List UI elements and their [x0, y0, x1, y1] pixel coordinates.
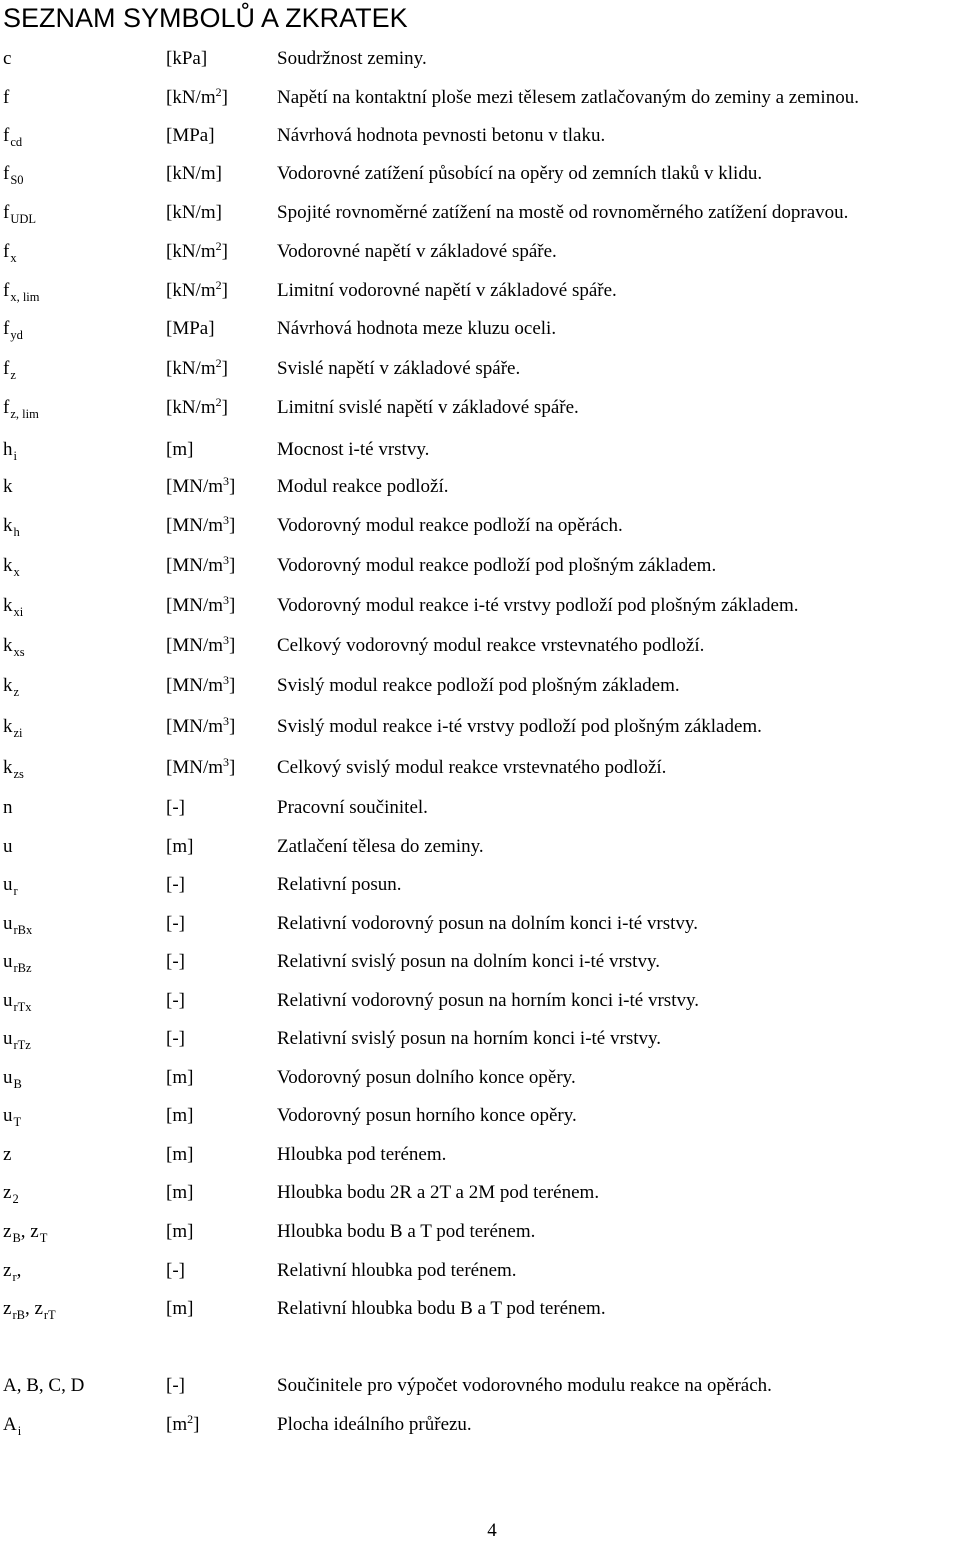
unit-text: [m] [166, 1221, 194, 1242]
unit-text: [-] [166, 990, 185, 1011]
unit-close: ] [229, 716, 236, 737]
unit [166, 1024, 185, 1054]
symbol-base: h [3, 439, 13, 460]
symbol-row [0, 1410, 960, 1440]
description: Hloubka bodu 2R a 2T a 2M pod terénem. [277, 1182, 600, 1203]
symbol-base: z [3, 1221, 12, 1242]
description: Limitní vodorovné napětí v základové spáře. [277, 280, 617, 301]
unit-close: ] [221, 358, 228, 379]
unit-close: ] [229, 476, 236, 497]
symbol-base: f [3, 280, 10, 301]
symbol-row [0, 1063, 960, 1093]
symbol [3, 671, 19, 702]
symbol-base: f [3, 358, 10, 379]
symbol-base: k [3, 515, 13, 536]
unit [166, 1063, 193, 1093]
unit-text: [m] [166, 1067, 194, 1088]
symbol-row [0, 121, 960, 151]
symbol [3, 44, 11, 74]
description: Vodorovné napětí v základové spáře. [277, 241, 557, 262]
symbol [3, 121, 22, 152]
description: Svislý modul reakce i-té vrstvy podloží pod plošným základem. [277, 716, 762, 737]
symbol-base: f [3, 163, 10, 184]
symbol [3, 1294, 56, 1325]
unit-text: [kN/m [166, 280, 216, 301]
description: Relativní hloubka pod terénem. [277, 1260, 517, 1281]
symbol-base: c [3, 48, 12, 69]
symbol-row [0, 198, 960, 228]
description: Soudržnost zeminy. [277, 48, 427, 69]
unit-text: [MPa] [166, 318, 215, 339]
unit-close: ] [229, 595, 236, 616]
description: Vodorovný posun dolního konce opěry. [277, 1067, 576, 1088]
symbol-subscript: x [13, 565, 20, 579]
unit-close: ] [229, 555, 236, 576]
unit [166, 472, 235, 503]
unit-text: [-] [166, 874, 185, 895]
symbol [3, 435, 17, 466]
symbol-subscript: i [17, 1424, 22, 1438]
unit-exponent: 3 [223, 755, 229, 769]
unit-text: [MN/m [166, 555, 223, 576]
symbol-subscript: zs [13, 767, 24, 781]
unit [166, 753, 235, 784]
symbol-extra-subscript: rT [43, 1308, 56, 1322]
symbol [3, 198, 36, 229]
unit [166, 1140, 193, 1170]
unit-text: [MN/m [166, 476, 223, 497]
unit [166, 1217, 193, 1247]
symbol [3, 1371, 84, 1401]
symbol-row [0, 1256, 960, 1286]
symbol-base: u [3, 836, 13, 857]
symbol-row [0, 947, 960, 977]
symbol-row [0, 1294, 960, 1324]
symbol [3, 1410, 21, 1441]
description: Hloubka bodu B a T pod terénem. [277, 1221, 536, 1242]
description: Relativní svislý posun na dolním konci i-té vrstvy. [277, 951, 660, 972]
symbol-base: k [3, 635, 13, 656]
unit-text: [m] [166, 1144, 194, 1165]
page-number: 4 [487, 1520, 497, 1541]
description: Pracovní součinitel. [277, 797, 428, 818]
symbol-base: u [3, 1028, 13, 1049]
unit-exponent: 3 [223, 593, 229, 607]
unit [166, 1371, 185, 1401]
description: Vodorovný modul reakce i-té vrstvy podloží pod plošným základem. [277, 595, 799, 616]
description: Vodorovný modul reakce podloží na opěrách. [277, 515, 623, 536]
symbol-row [0, 631, 960, 661]
symbol-row [0, 237, 960, 267]
symbol [3, 551, 20, 582]
unit [166, 276, 228, 307]
symbol [3, 1217, 47, 1248]
symbol-row [0, 753, 960, 783]
unit-text: [kPa] [166, 48, 208, 69]
symbol-row [0, 511, 960, 541]
unit-text: [m] [166, 836, 194, 857]
symbol-subscript: x, lim [10, 290, 40, 304]
unit-exponent: 2 [215, 356, 222, 370]
symbol-row [0, 393, 960, 423]
unit [166, 870, 185, 900]
symbol-row [0, 1217, 960, 1247]
symbol [3, 393, 39, 424]
symbol-subscript: B [12, 1231, 21, 1245]
symbol-base: z [3, 1144, 12, 1165]
description: Modul reakce podloží. [277, 476, 449, 497]
unit [166, 511, 235, 542]
symbol [3, 947, 32, 978]
symbol-subscript: i [13, 449, 17, 463]
unit [166, 121, 215, 151]
description: Relativní vodorovný posun na dolním konci i-té vrstvy. [277, 913, 698, 934]
symbol [3, 753, 24, 784]
symbol [3, 276, 40, 307]
unit-text: [kN/m [166, 241, 216, 262]
symbol-base: u [3, 990, 13, 1011]
description: Spojité rovnoměrné zatížení na mostě od rovnoměrného zatížení dopravou. [277, 202, 849, 223]
symbol-base: u [3, 913, 13, 934]
description: Návrhová hodnota pevnosti betonu v tlaku. [277, 125, 606, 146]
symbol [3, 631, 25, 662]
symbol-base: z [3, 1298, 12, 1319]
description: Limitní svislé napětí v základové spáře. [277, 397, 579, 418]
unit-exponent: 3 [223, 474, 229, 488]
unit-close: ] [221, 241, 228, 262]
symbol-subscript: UDL [10, 212, 37, 226]
unit [166, 237, 228, 268]
unit-text: [kN/m [166, 358, 216, 379]
unit-text: [MN/m [166, 515, 223, 536]
unit-text: [MN/m [166, 595, 223, 616]
symbol-subscript: x [10, 251, 17, 265]
unit [166, 159, 222, 189]
unit [166, 712, 235, 743]
symbol-row [0, 1178, 960, 1208]
unit-exponent: 2 [187, 1412, 194, 1426]
unit-exponent: 2 [215, 278, 222, 292]
symbol-base: u [3, 951, 13, 972]
description: Celkový svislý modul reakce vrstevnatého podloží. [277, 757, 667, 778]
symbol-base: n [3, 797, 13, 818]
symbol-subscript: B [13, 1077, 22, 1091]
symbol [3, 1101, 21, 1132]
unit-exponent: 3 [223, 633, 229, 647]
symbol-row [0, 276, 960, 306]
description: Vodorovný posun horního konce opěry. [277, 1105, 577, 1126]
unit [166, 947, 185, 977]
symbol-base: k [3, 555, 13, 576]
symbol-extra-subscript: T [39, 1231, 48, 1245]
symbol-subscript: xi [13, 605, 24, 619]
symbol-subscript: rBx [13, 923, 33, 937]
unit [166, 1101, 193, 1131]
symbol-subscript: 2 [12, 1192, 19, 1206]
symbol-row [0, 1371, 960, 1401]
unit [166, 1256, 185, 1286]
symbol-subscript: z, lim [10, 407, 39, 421]
symbol-base: f [3, 397, 10, 418]
unit-close: ] [221, 397, 228, 418]
unit-close: ] [193, 1414, 200, 1435]
unit [166, 832, 193, 862]
symbol-subscript: z [13, 685, 20, 699]
unit-text: [kN/m [166, 87, 216, 108]
unit [166, 909, 185, 939]
unit [166, 1294, 193, 1324]
unit-text: [-] [166, 951, 185, 972]
symbol [3, 591, 23, 622]
unit [166, 354, 228, 385]
symbol-subscript: T [13, 1115, 22, 1129]
unit-exponent: 3 [223, 513, 229, 527]
unit-text: [-] [166, 797, 185, 818]
symbol [3, 511, 20, 542]
description: Mocnost i-té vrstvy. [277, 439, 430, 460]
unit-exponent: 3 [223, 553, 229, 567]
unit [166, 1178, 193, 1208]
symbol [3, 1063, 22, 1094]
unit-text: [-] [166, 1028, 185, 1049]
symbol-row [0, 354, 960, 384]
symbol-row [0, 159, 960, 189]
symbol-base: f [3, 202, 10, 223]
unit-exponent: 2 [215, 239, 222, 253]
description: Celkový vodorovný modul reakce vrstevnatého podloží. [277, 635, 705, 656]
symbol-subscript: rB [12, 1308, 25, 1322]
symbol-row [0, 793, 960, 823]
symbol [3, 986, 32, 1017]
symbol-subscript: xs [13, 645, 25, 659]
symbol-row [0, 472, 960, 502]
unit-close: ] [229, 515, 236, 536]
unit-text: [m] [166, 1298, 194, 1319]
symbol-row [0, 712, 960, 742]
symbol-base: f [3, 241, 10, 262]
symbol-base: A, B, C, D [3, 1375, 85, 1396]
symbol-base: k [3, 757, 13, 778]
unit-text: [MN/m [166, 635, 223, 656]
symbol-base: u [3, 874, 13, 895]
symbol-row [0, 986, 960, 1016]
symbol-row [0, 671, 960, 701]
symbol-base: f [3, 125, 10, 146]
unit-text: [MN/m [166, 757, 223, 778]
unit [166, 314, 215, 344]
description: Svislé napětí v základové spáře. [277, 358, 521, 379]
symbol-base: z [3, 1260, 12, 1281]
unit [166, 393, 228, 424]
description: Plocha ideálního průřezu. [277, 1414, 472, 1435]
unit-text: [kN/m] [166, 202, 222, 223]
symbol-extra: , [16, 1260, 22, 1281]
symbol-row [0, 1101, 960, 1131]
symbol-subscript: yd [10, 328, 23, 342]
symbol-base: z [3, 1182, 12, 1203]
unit-close: ] [229, 675, 236, 696]
symbol-row [0, 1140, 960, 1170]
symbol-row [0, 551, 960, 581]
unit-close: ] [221, 87, 228, 108]
symbol-row [0, 909, 960, 939]
symbol-subscript: rTx [13, 1000, 32, 1014]
symbol-subscript: cd [10, 135, 23, 149]
symbol [3, 83, 9, 113]
unit [166, 44, 207, 74]
symbol [3, 870, 18, 901]
unit-text: [-] [166, 913, 185, 934]
description: Relativní hloubka bodu B a T pod terénem. [277, 1298, 606, 1319]
unit-text: [MN/m [166, 675, 223, 696]
unit-text: [-] [166, 1260, 185, 1281]
symbol-row [0, 591, 960, 621]
symbol-row [0, 1024, 960, 1054]
symbol-base: u [3, 1067, 13, 1088]
unit-exponent: 3 [223, 714, 229, 728]
unit [166, 793, 185, 823]
description: Hloubka pod terénem. [277, 1144, 447, 1165]
unit [166, 1410, 199, 1441]
unit [166, 83, 228, 114]
symbol [3, 1024, 31, 1055]
symbol-base: f [3, 318, 10, 339]
unit-close: ] [229, 757, 236, 778]
symbol [3, 793, 13, 823]
page-title: SEZNAM SYMBOLŮ A ZKRATEK [3, 3, 408, 33]
symbol [3, 159, 24, 190]
unit-text: [m [166, 1414, 188, 1435]
unit [166, 551, 235, 582]
unit-text: [MPa] [166, 125, 215, 146]
description: Napětí na kontaktní ploše mezi tělesem zatlačovaným do zeminy a zeminou. [277, 87, 859, 108]
description: Vodorovný modul reakce podloží pod plošným základem. [277, 555, 717, 576]
symbol [3, 712, 23, 743]
description: Relativní posun. [277, 874, 402, 895]
symbol [3, 314, 23, 345]
symbol-base: k [3, 595, 13, 616]
symbol-base: k [3, 716, 13, 737]
description: Relativní svislý posun na horním konci i-té vrstvy. [277, 1028, 662, 1049]
symbol [3, 1178, 19, 1209]
symbol-base: u [3, 1105, 13, 1126]
symbol-row [0, 435, 960, 465]
description: Návrhová hodnota meze kluzu oceli. [277, 318, 557, 339]
unit-text: [-] [166, 1375, 185, 1396]
description: Součinitele pro výpočet vodorovného modulu reakce na opěrách. [277, 1375, 772, 1396]
symbol-subscript: z [10, 368, 16, 382]
symbol [3, 1140, 11, 1170]
symbol-subscript: rBz [13, 961, 32, 975]
symbol [3, 909, 32, 940]
symbol [3, 832, 13, 862]
symbol [3, 237, 17, 268]
unit-text: [MN/m [166, 716, 223, 737]
symbol-row [0, 832, 960, 862]
symbol [3, 1256, 21, 1287]
unit [166, 198, 222, 228]
unit-exponent: 3 [223, 673, 229, 687]
unit-text: [kN/m] [166, 163, 222, 184]
symbol-row [0, 314, 960, 344]
unit-exponent: 2 [215, 85, 222, 99]
unit [166, 591, 235, 622]
symbol-base: k [3, 675, 13, 696]
symbol-row [0, 44, 960, 74]
description: Relativní vodorovný posun na horním konci i-té vrstvy. [277, 990, 699, 1011]
symbol-row [0, 870, 960, 900]
symbol-subscript: r [13, 884, 18, 898]
symbol-base: A [3, 1414, 17, 1435]
symbol-base: f [3, 87, 10, 108]
symbol-subscript: S0 [10, 173, 24, 187]
unit-exponent: 2 [215, 395, 222, 409]
unit [166, 986, 185, 1016]
symbol-base: k [3, 476, 13, 497]
symbol [3, 472, 13, 502]
symbol-subscript: r [12, 1270, 17, 1284]
unit-close: ] [229, 635, 236, 656]
unit [166, 631, 235, 662]
symbol-row [0, 83, 960, 113]
unit-text: [kN/m [166, 397, 216, 418]
unit [166, 671, 235, 702]
symbol-subscript: zi [13, 726, 23, 740]
description: Zatlačení tělesa do zeminy. [277, 836, 484, 857]
unit-close: ] [221, 280, 228, 301]
description: Vodorovné zatížení působící na opěry od zemních tlaků v klidu. [277, 163, 763, 184]
symbol [3, 354, 16, 385]
unit-text: [m] [166, 1105, 194, 1126]
symbol-extra: , z [20, 1221, 39, 1242]
unit-text: [m] [166, 1182, 194, 1203]
symbol-extra: , z [24, 1298, 43, 1319]
description: Svislý modul reakce podloží pod plošným základem. [277, 675, 680, 696]
symbol-subscript: rTz [13, 1038, 31, 1052]
unit [166, 435, 193, 465]
unit-text: [m] [166, 439, 194, 460]
symbol-subscript: h [13, 525, 20, 539]
